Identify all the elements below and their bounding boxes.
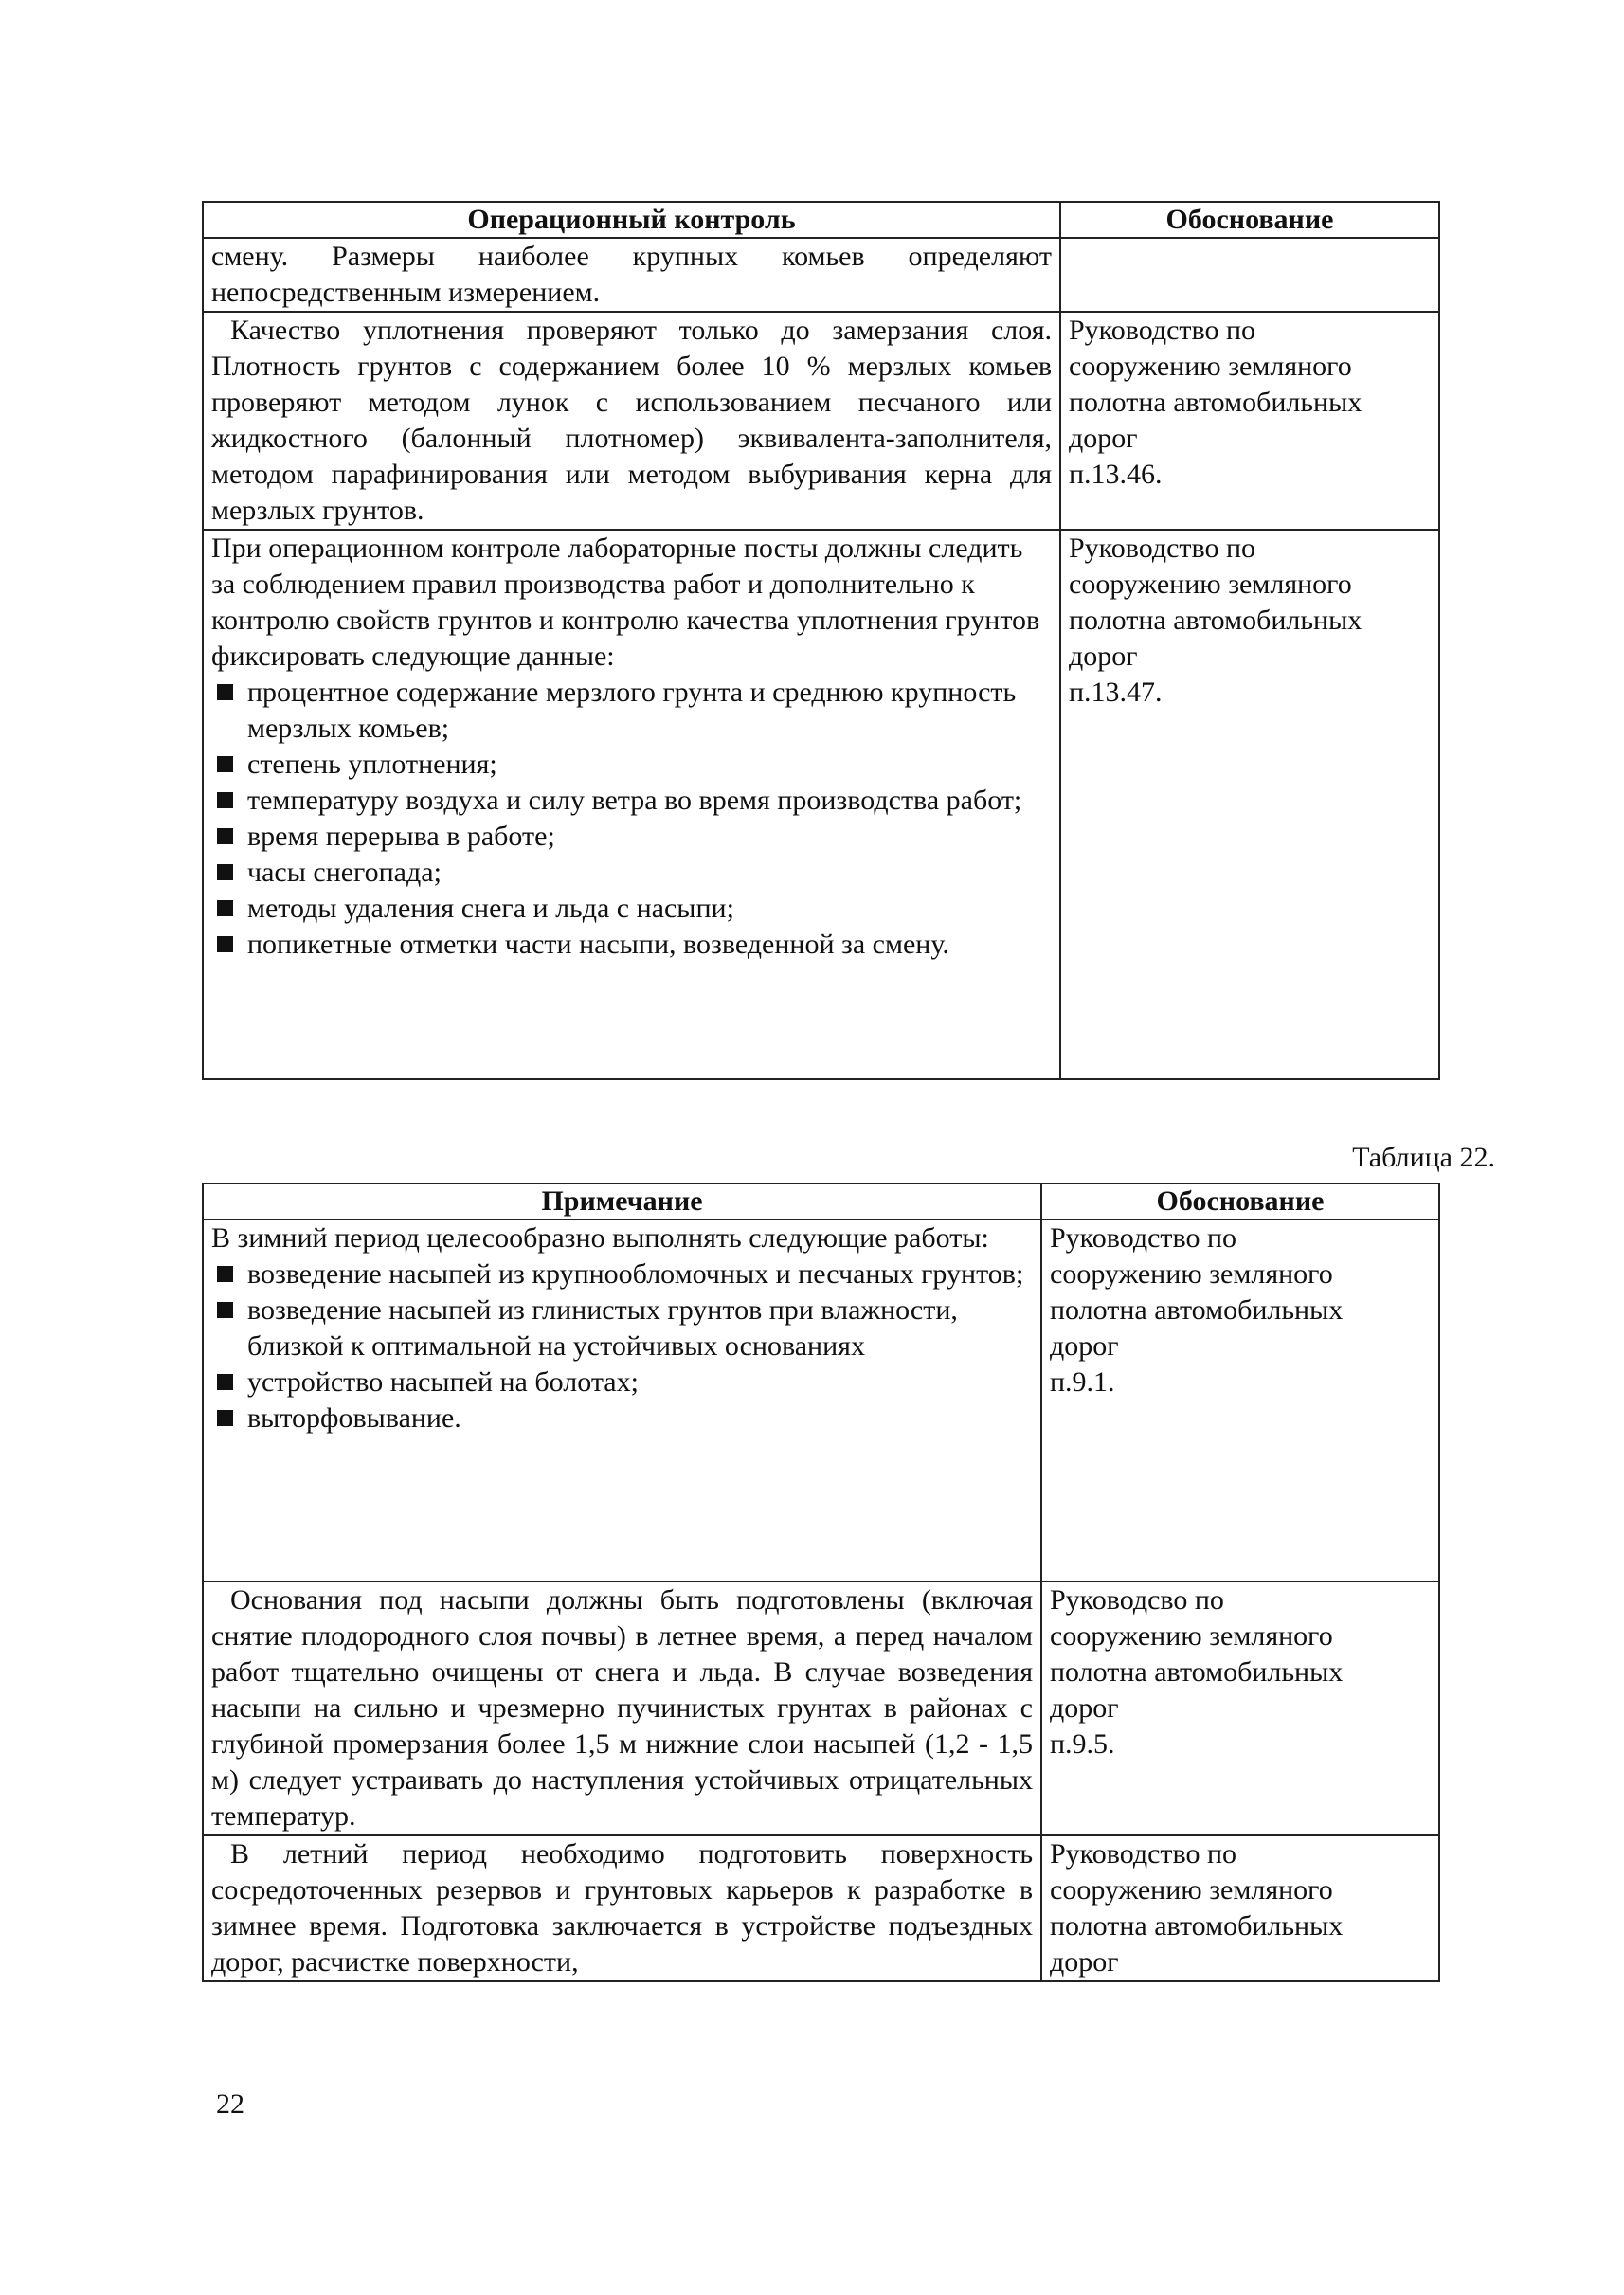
list-item (211, 891, 1052, 927)
square-bullet-icon (217, 864, 233, 880)
list-item (211, 747, 1052, 783)
list-item-text: выторфовывание. (247, 1402, 461, 1434)
square-bullet-icon (217, 684, 233, 700)
basis-line: п.9.1. (1050, 1366, 1115, 1398)
table-row (203, 1220, 1439, 1581)
list-item-text: возведение насыпей из крупнообломочных и песчаных грунтов; (247, 1258, 1024, 1290)
basis-line: Руководсво по (1050, 1584, 1224, 1616)
list-item-text: степень уплотнения; (247, 749, 497, 780)
bullet-list (211, 675, 1052, 963)
basis-line: п.13.47. (1069, 677, 1163, 708)
list-item (211, 1400, 1033, 1437)
header-note: Примечание (203, 1184, 1041, 1220)
basis-line: Руководство по (1050, 1838, 1237, 1870)
table-operational-control (202, 201, 1440, 1080)
basis-line: полотна автомобильных (1069, 605, 1362, 636)
list-item-text: устройство насыпей на болотах; (247, 1366, 639, 1398)
basis-line: дорог (1069, 423, 1138, 454)
list-item (211, 927, 1052, 963)
header-operational-control: Операционный контроль (203, 202, 1060, 238)
row-text: Качество уплотнения проверяют только до замерзания слоя. Плотность грунтов с содержанием более 10 % мерзлых комьев проверяют методом лунок с использованием песчаного или жидкостного (балонный плотномер) эквивалента-заполнителя, методом парафинирования или методом выбуривания керна для мерзлых грунтов. (203, 312, 1060, 530)
list-item (211, 855, 1052, 891)
list-item (211, 1256, 1033, 1292)
basis-line: полотна автомобильных (1069, 387, 1362, 418)
row-basis (1060, 238, 1439, 312)
basis-line: сооружению земляного (1050, 1258, 1333, 1290)
basis-line: п.9.5. (1050, 1728, 1115, 1760)
row-basis (1041, 1835, 1439, 1981)
list-item-text: попикетные отметки части насыпи, возведенной за смену. (247, 929, 949, 960)
table-row (203, 1581, 1439, 1835)
row-content (203, 1220, 1041, 1581)
basis-line: сооружению земляного (1069, 569, 1352, 600)
list-item (211, 675, 1052, 747)
list-item-text: температуру воздуха и силу ветра во время производства работ; (247, 785, 1022, 816)
square-bullet-icon (217, 1410, 233, 1426)
square-bullet-icon (217, 1266, 233, 1282)
list-item-text: методы удаления снега и льда с насыпи; (247, 893, 734, 924)
square-bullet-icon (217, 1374, 233, 1390)
basis-line: дорог (1050, 1946, 1119, 1978)
list-item-text: время перерыва в работе; (247, 821, 555, 852)
basis-line: Руководство по (1069, 315, 1256, 346)
list-item-text: возведение насыпей из глинистых грунтов при влажности, близкой к оптимальной на устойчивых основаниях (247, 1294, 958, 1362)
basis-line: дорог (1050, 1692, 1119, 1724)
basis-line: сооружению земляного (1050, 1874, 1333, 1906)
page-number: 22 (216, 2088, 244, 2120)
basis-line: п.13.46. (1069, 459, 1163, 490)
row-text: смену. Размеры наиболее крупных комьев определяют непосредственным измерением. (203, 238, 1060, 312)
basis-line: Руководство по (1069, 533, 1256, 564)
basis-line: дорог (1069, 641, 1138, 672)
row-basis (1041, 1220, 1439, 1581)
basis-line: полотна автомобильных (1050, 1294, 1344, 1326)
table-row (203, 1835, 1439, 1981)
table-header-row (203, 202, 1439, 238)
row-text: В зимний период целесообразно выполнять следующие работы: (211, 1222, 989, 1254)
header-basis: Обоснование (1060, 202, 1439, 238)
basis-line: дорог (1050, 1330, 1119, 1362)
square-bullet-icon (217, 756, 233, 772)
list-item (211, 819, 1052, 855)
row-basis (1060, 530, 1439, 1079)
bullet-list (211, 1256, 1033, 1437)
basis-line: сооружению земляного (1050, 1620, 1333, 1652)
list-item (211, 1364, 1033, 1400)
list-item (211, 1292, 1033, 1364)
list-item (211, 783, 1052, 819)
row-text: При операционном контроле лабораторные посты должны следить за соблюдением правил производства работ и дополнительно к контролю свойств грунтов и контролю качества уплотнения грунтов фиксировать следующие данные: (211, 533, 1040, 672)
row-basis (1060, 312, 1439, 530)
row-basis (1041, 1581, 1439, 1835)
list-item-text: процентное содержание мерзлого грунта и среднюю крупность мерзлых комьев; (247, 677, 1017, 744)
basis-line: полотна автомобильных (1050, 1656, 1344, 1688)
basis-line: Руководство по (1050, 1222, 1237, 1254)
basis-line: сооружению земляного (1069, 351, 1352, 382)
basis-line: полотна автомобильных (1050, 1910, 1344, 1942)
table-row (203, 312, 1439, 530)
table-row (203, 238, 1439, 312)
row-content (203, 530, 1060, 1079)
table-row (203, 530, 1439, 1079)
header-basis: Обоснование (1041, 1184, 1439, 1220)
list-item-text: часы снегопада; (247, 857, 442, 888)
square-bullet-icon (217, 936, 233, 952)
row-text: В летний период необходимо подготовить поверхность сосредоточенных резервов и грунтовых карьеров к разработке в зимнее время. Подготовка заключается в устройстве подъездных дорог, расчистке поверхности, (203, 1835, 1041, 1981)
table-notes (202, 1183, 1440, 1982)
square-bullet-icon (217, 900, 233, 916)
square-bullet-icon (217, 1302, 233, 1318)
row-text: Основания под насыпи должны быть подготовлены (включая снятие плодородного слоя почвы) в летнее время, а перед началом работ тщательно очищены от снега и льда. В случае возведения насыпи на сильно и чрезмерно пучинистых грунтах в районах с глубиной промерзания более 1,5 м нижние слои насыпей (1,2 - 1,5 м) следует устраивать до наступления устойчивых отрицательных температур. (203, 1581, 1041, 1835)
table-header-row (203, 1184, 1439, 1220)
table-caption: Таблица 22. (1352, 1142, 1495, 1173)
square-bullet-icon (217, 828, 233, 844)
square-bullet-icon (217, 792, 233, 808)
